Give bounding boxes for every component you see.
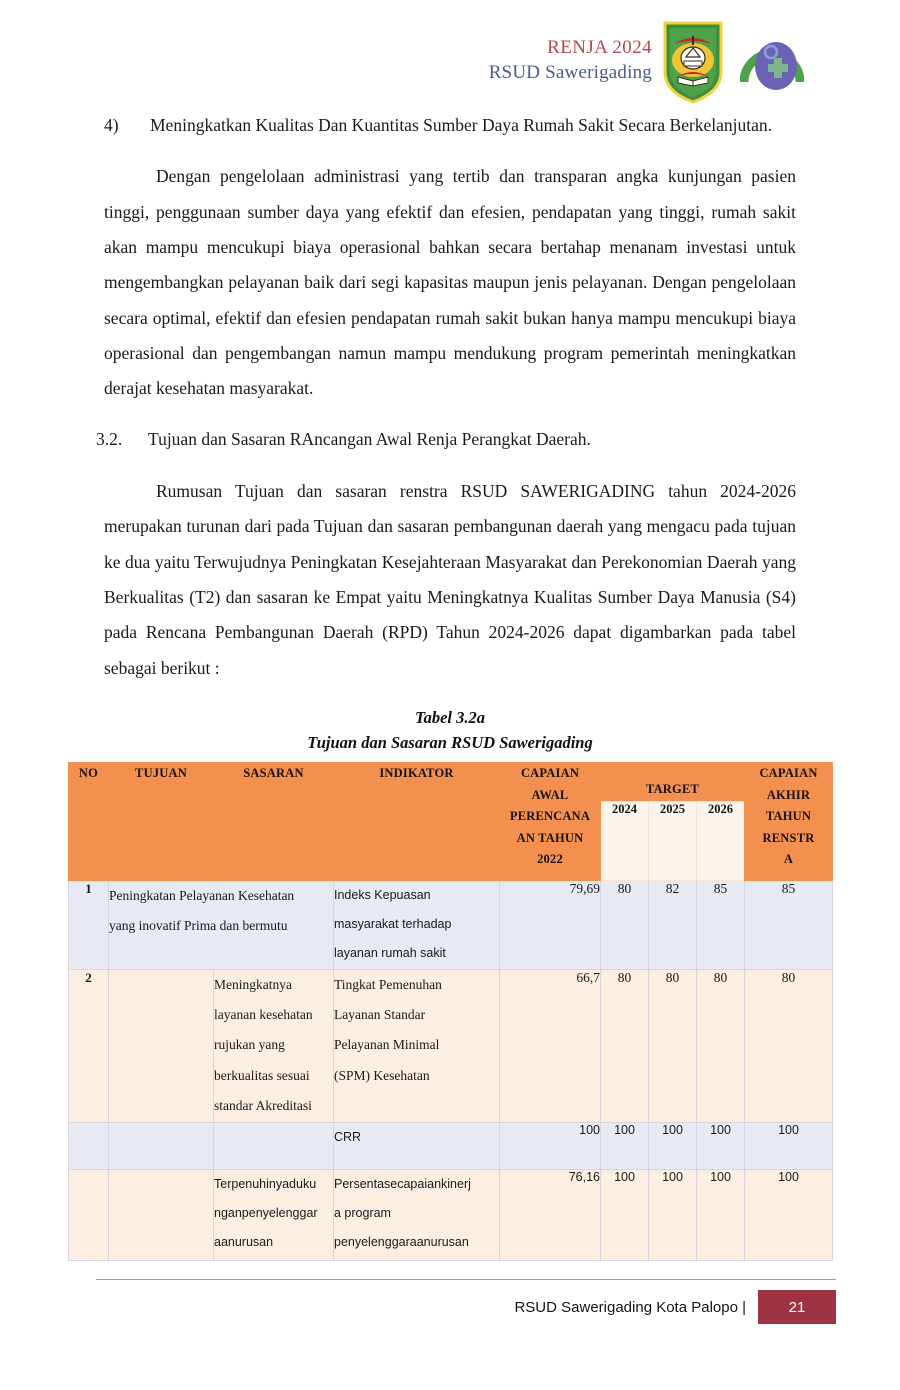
- document-content: [96, 108, 796, 686]
- cell-tujuan: [109, 1122, 214, 1169]
- th-capaian-akhir-line-4: RENSTR: [762, 830, 815, 845]
- th-sasaran: SASARAN: [214, 763, 334, 881]
- cell-target-2024: 80: [601, 969, 649, 1122]
- table-caption-line-2: Tujuan dan Sasaran RSUD Sawerigading: [307, 732, 593, 752]
- cell-indikator-line-3: layanan rumah sakit: [334, 946, 446, 961]
- th-capaian-akhir-line-2: AKHIR: [766, 787, 811, 802]
- paragraph-pengelolaan-administrasi: Dengan pengelolaan administrasi yang tertib dan transparan angka kunjungan pasien tinggi, penggunaan sumber daya yang efektif dan efesien, pendapatan yang tinggi, rumah sakit akan mampu mencukupi biaya operasional bahkan secara bertahap menanam investasi untuk mengembangkan pelayanan baik dari segi kapasitas maupun jenis pelayanan. Dengan pengelolaan secara optimal, efektif dan efesien pendapatan rumah sakit bukan hanya mampu mencukupi biaya operasional dan pengembangan namun mampu mendukung program pemerintah meningkatkan derajat kesehatan masyarakat.: [104, 166, 796, 399]
- th-target: TARGET: [601, 763, 745, 802]
- cell-tujuan-line-2: yang inovatif Prima dan bermutu: [109, 917, 288, 933]
- cell-sasaran-line-5: standar Akreditasi: [214, 1098, 312, 1114]
- section-3-2-number: 3.2.: [96, 428, 123, 449]
- page-header: [0, 14, 900, 110]
- th-year-2026: 2026: [697, 801, 745, 880]
- cell-target-2025: 82: [649, 880, 697, 969]
- paragraph-rumusan-tujuan: Rumusan Tujuan dan sasaran renstra RSUD SAWERIGADING tahun 2024-2026 merupakan turunan dari pada Tujuan dan sasaran pembangunan daerah yang mengacu pada tujuan ke dua yaitu Terwujudnya Peningkatan Kesejahteraan Masyarakat dan Perekonomian Daerah yang Berkualitas (T2) dan sasaran ke Empat yaitu Meningkatnya Kualitas Sumber Daya Manusia (S4) pada Rencana Pembangunan Daerah (RPD) Tahun 2024-2026 dapat digambarkan pada tabel sebagai berikut :: [104, 481, 796, 678]
- cell-sasaran: [214, 1169, 334, 1260]
- th-capaian-awal-line-1: CAPAIAN: [520, 766, 580, 780]
- footer-divider: [96, 1279, 836, 1280]
- footer-text: RSUD Sawerigading Kota Palopo |: [514, 1298, 746, 1316]
- cell-target-2026: 100: [697, 1169, 745, 1260]
- cell-tujuan-sasaran: [109, 880, 334, 969]
- cell-capaian-akhir: 100: [745, 1122, 833, 1169]
- table-row: [69, 1169, 833, 1260]
- table-caption: [0, 706, 900, 756]
- cell-indikator-line-3: Pelayanan Minimal: [334, 1037, 440, 1053]
- cell-sasaran-line-3: rujukan yang: [214, 1037, 285, 1053]
- cell-sasaran-line-1: Terpenuhinyaduku: [214, 1176, 317, 1191]
- list-item-4-number: 4): [104, 115, 119, 135]
- th-capaian-awal: [500, 763, 601, 881]
- cell-sasaran-line-2: layanan kesehatan: [214, 1007, 313, 1022]
- table-header-row-1: [69, 763, 833, 802]
- th-capaian-akhir: [745, 763, 833, 881]
- cell-capaian-akhir: 85: [745, 880, 833, 969]
- th-no: NO: [69, 763, 109, 881]
- th-capaian-akhir-line-5: A: [783, 852, 794, 866]
- cell-sasaran-line-4: berkualitas sesuai: [214, 1067, 310, 1083]
- cell-target-2025: 100: [649, 1169, 697, 1260]
- cell-capaian-awal: 100: [500, 1122, 601, 1169]
- cell-indikator: [334, 1169, 500, 1260]
- palopo-city-emblem-icon: [662, 20, 724, 104]
- cell-capaian-akhir: 100: [745, 1169, 833, 1260]
- cell-indikator-line-4: (SPM) Kesehatan: [334, 1067, 430, 1083]
- cell-sasaran-line-3: aanurusan: [214, 1235, 274, 1250]
- cell-capaian-awal: 76,16: [500, 1169, 601, 1260]
- table-row: [69, 880, 833, 969]
- th-capaian-awal-line-2: AWAL: [531, 787, 569, 802]
- cell-sasaran: [214, 1122, 334, 1169]
- cell-sasaran: [214, 969, 334, 1122]
- table-tujuan-sasaran: [68, 762, 833, 1261]
- cell-no: 1: [69, 880, 109, 969]
- section-3-2-title: Tujuan dan Sasaran RAncangan Awal Renja Perangkat Daerah.: [148, 428, 591, 449]
- header-renja-year: RENJA 2024: [547, 36, 652, 58]
- cell-indikator: [334, 880, 500, 969]
- th-year-2025: 2025: [649, 801, 697, 880]
- page-footer: [96, 1279, 836, 1324]
- rsud-sawerigading-logo-icon: [740, 26, 804, 98]
- cell-tujuan-line-1: Peningkatan Pelayanan Kesehatan: [109, 887, 295, 903]
- th-capaian-awal-line-3: PERENCANA: [509, 809, 591, 823]
- cell-indikator-line-3: penyelenggaraanurusan: [334, 1235, 469, 1250]
- th-tujuan: TUJUAN: [109, 763, 214, 881]
- cell-capaian-akhir: 80: [745, 969, 833, 1122]
- cell-indikator-line-1: Tingkat Pemenuhan: [334, 976, 442, 992]
- list-item-4: [104, 108, 796, 143]
- cell-target-2025: 100: [649, 1122, 697, 1169]
- cell-capaian-awal: 79,69: [500, 880, 601, 969]
- cell-no: 2: [69, 969, 109, 1122]
- header-institution-name: RSUD Sawerigading: [488, 62, 652, 83]
- cell-target-2026: 80: [697, 969, 745, 1122]
- cell-sasaran-line-2: nganpenyelenggar: [214, 1205, 318, 1220]
- table-caption-line-1: Tabel 3.2a: [415, 708, 485, 727]
- cell-indikator-line-1: Persentasecapaiankinerj: [334, 1176, 471, 1191]
- cell-target-2024: 100: [601, 1122, 649, 1169]
- cell-tujuan: [109, 1169, 214, 1260]
- cell-indikator-line-2: masyarakat terhadap: [334, 916, 452, 931]
- page-number-badge: 21: [758, 1290, 836, 1324]
- table-row: [69, 969, 833, 1122]
- cell-target-2024: 100: [601, 1169, 649, 1260]
- th-year-2024: 2024: [601, 801, 649, 880]
- th-capaian-akhir-line-3: TAHUN: [765, 809, 812, 823]
- cell-indikator-line-2: Layanan Standar: [334, 1007, 426, 1022]
- cell-sasaran-line-1: Meningkatnya: [214, 976, 292, 992]
- header-title-block: [489, 35, 652, 89]
- cell-target-2024: 80: [601, 880, 649, 969]
- table-tujuan-sasaran-wrapper: [68, 762, 832, 1261]
- section-3-2: [96, 423, 796, 456]
- th-capaian-awal-line-5: 2022: [537, 852, 563, 866]
- cell-target-2025: 80: [649, 969, 697, 1122]
- cell-no: [69, 1169, 109, 1260]
- cell-tujuan: [109, 969, 214, 1122]
- th-indikator: INDIKATOR: [334, 763, 500, 881]
- cell-no: [69, 1122, 109, 1169]
- cell-indikator: [334, 969, 500, 1122]
- th-capaian-akhir-line-1: CAPAIAN: [759, 766, 818, 780]
- th-capaian-awal-line-4: AN TAHUN: [516, 830, 584, 845]
- cell-indikator: CRR: [334, 1122, 500, 1169]
- cell-indikator-line-1: Indeks Kepuasan: [334, 887, 431, 902]
- cell-capaian-awal: 66,7: [500, 969, 601, 1122]
- list-item-4-text: Meningkatkan Kualitas Dan Kuantitas Sumber Daya Rumah Sakit Secara Berkelanjutan.: [150, 115, 773, 135]
- table-row: [69, 1122, 833, 1169]
- cell-indikator-line-2: a program: [334, 1205, 391, 1220]
- cell-target-2026: 85: [697, 880, 745, 969]
- cell-target-2026: 100: [697, 1122, 745, 1169]
